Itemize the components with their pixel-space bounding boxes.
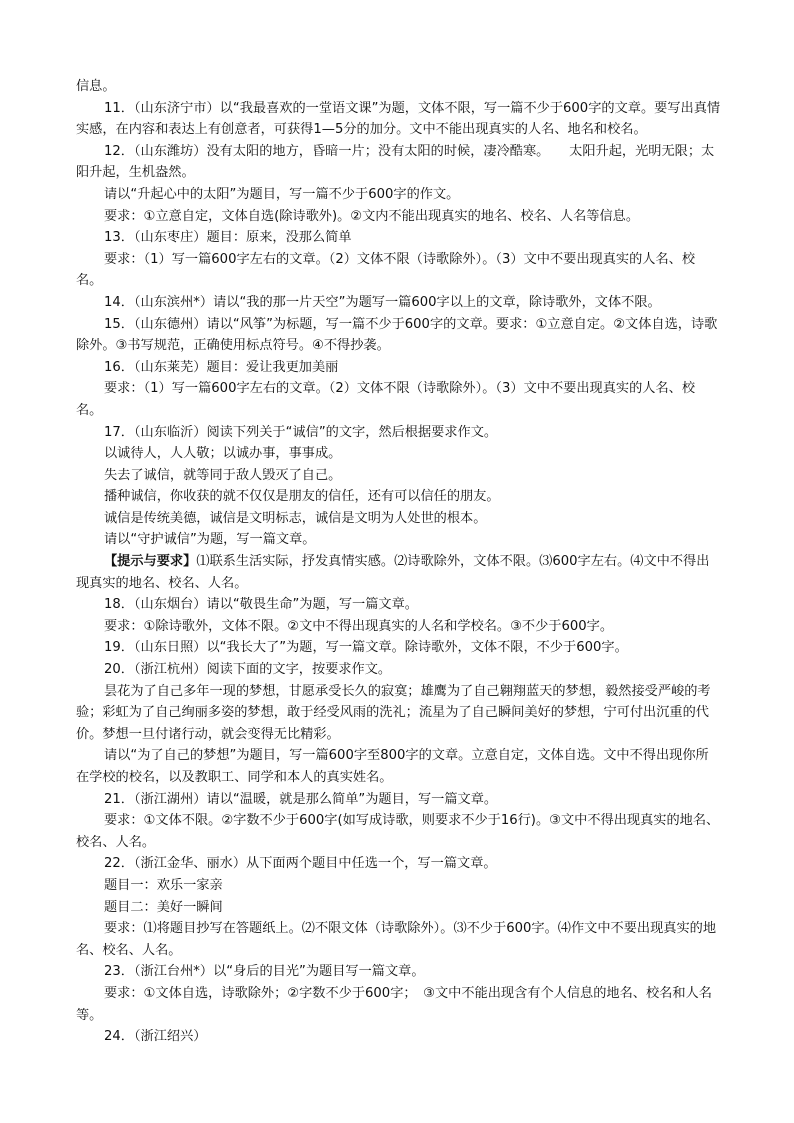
paragraph [76, 98, 721, 141]
paragraph [76, 1026, 721, 1048]
paragraph-text: 昙花为了自己多年一现的梦想，甘愿承受长久的寂寞；雄鹰为了自己翱翔蓝天的梦想，毅然接受严峻的考验；彩虹为了自己绚丽多姿的梦想，敢于经受风雨的洗礼；流星为了自己瞬间美好的梦想，宁可付出沉重的代价。梦想一旦付诸行动，就会变得无比精彩。 [76, 683, 711, 742]
paragraph [76, 357, 721, 379]
paragraph [76, 789, 721, 811]
paragraph-text: 要求：（1）写一篇600字左右的文章。（2）文体不限（诗歌除外）。（3）文中不要出现真实的人名、校名。 [76, 251, 696, 289]
paragraph [76, 681, 721, 746]
paragraph-text: 请以“守护诚信”为题，写一篇文章。 [104, 532, 316, 548]
paragraph-text: 13．（山东枣庄）题目：原来，没那么简单 [104, 230, 352, 246]
paragraph [76, 465, 721, 487]
paragraph-text: 要求：⑴将题目抄写在答题纸上。⑵不限文体（诗歌除外）。⑶不少于600字。⑷作文中不要出现真实的地名、校名、人名。 [76, 921, 717, 958]
paragraph-text: 17．（山东临沂）阅读下列关于“诚信”的文字，然后根据要求作文。 [104, 424, 498, 440]
paragraph [76, 918, 721, 961]
paragraph [76, 853, 721, 875]
paragraph-text: 信息。 [76, 79, 116, 94]
paragraph-text: 16．（山东莱芜）题目：爱让我更加美丽 [104, 359, 339, 375]
paragraph [76, 378, 721, 421]
paragraph [76, 983, 721, 1026]
paragraph [76, 745, 721, 788]
paragraph-text: ⑴联系生活实际，抒发真情实感。⑵诗歌除外，文体不限。⑶600字左右。⑷文中不得出现真实的地名、校名、人名。 [76, 554, 710, 591]
paragraph-text: 11．（山东济宁市）以“我最喜欢的一堂语文课”为题，文体不限，写一篇不少于600字的文章。要写出真情实感，在内容和表达上有创意者，可获得1—5分的加分。文中不能出现真实的人名、地名和校名。 [76, 100, 721, 138]
paragraph [76, 227, 721, 249]
paragraph-text: 以诚待人，人人敬；以诚办事，事事成。 [104, 446, 342, 462]
paragraph [76, 314, 721, 357]
paragraph-text: 题目一：欢乐一家亲 [104, 877, 223, 893]
paragraph [76, 551, 721, 594]
paragraph [76, 141, 721, 184]
paragraph [76, 616, 721, 638]
paragraph-text: 20．（浙江杭州）阅读下面的文字，按要求作文。 [104, 662, 392, 678]
document-body [76, 76, 721, 1048]
paragraph-text: 请以“为了自己的梦想”为题目，写一篇600字至800字的文章。立意自定，文体自选。文中不得出现你所在学校的校名，以及教职工、同学和本人的真实姓名。 [76, 748, 709, 785]
paragraph-text: 要求：①除诗歌外，文体不限。②文中不得出现真实的人名和学校名。③不少于600字。 [104, 618, 614, 634]
paragraph [76, 443, 721, 465]
paragraph-text: 要求：①文体自选，诗歌除外；②字数不少于600字； ③文中不能出现含有个人信息的地名、校名和人名等。 [76, 985, 712, 1023]
paragraph-text: 要求：（1）写一篇600字左右的文章。（2）文体不限（诗歌除外）。（3）文中不要出现真实的人名、校名。 [76, 381, 696, 418]
paragraph [76, 249, 721, 292]
paragraph [76, 292, 721, 314]
paragraph-text: 24．（浙江绍兴） [104, 1029, 207, 1045]
paragraph-text: 18．（山东烟台）请以“敬畏生命”为题，写一篇文章。 [104, 597, 418, 613]
paragraph [76, 637, 721, 659]
paragraph [76, 659, 721, 681]
paragraph-text: 15．（山东德州）请以“风筝”为标题，写一篇不少于600字的文章。要求：①立意自定。②文体自选，诗歌除外。③书写规范，正确使用标点符号。④不得抄袭。 [76, 316, 718, 354]
paragraph [76, 206, 721, 228]
paragraph-text: 播种诚信，你收获的就不仅仅是朋友的信任，还有可以信任的朋友。 [104, 489, 500, 505]
paragraph-text: 23．（浙江台州*）以“身后的目光”为题目写一篇文章。 [104, 964, 425, 980]
paragraph-text: 21．（浙江湖州）请以“温暖，就是那么简单”为题目，写一篇文章。 [104, 791, 498, 807]
paragraph-text: 12．（山东潍坊）没有太阳的地方，昏暗一片；没有太阳的时候，凄冷酷寒。 太阳升起，光明无限；太阳升起，生机盎然。 [76, 143, 715, 181]
paragraph-text: 22．（浙江金华、丽水）从下面两个题目中任选一个，写一篇文章。 [104, 856, 497, 872]
paragraph-text: 题目二：美好一瞬间 [104, 899, 223, 915]
paragraph-text: 请以“升起心中的太阳”为题目，写一篇不少于600字的作文。 [104, 186, 460, 202]
paragraph [76, 76, 721, 98]
paragraph [76, 961, 721, 983]
paragraph [76, 184, 721, 206]
paragraph [76, 508, 721, 530]
paragraph [76, 529, 721, 551]
paragraph [76, 594, 721, 616]
paragraph-text: 失去了诚信，就等同于敌人毁灭了自己。 [104, 467, 342, 483]
paragraph [76, 897, 721, 919]
paragraph-text: 要求：①文体不限。②字数不少于600字(如写成诗歌，则要求不少于16行)。③文中不得出现真实的地名、校名、人名。 [76, 813, 720, 850]
paragraph [76, 875, 721, 897]
paragraph-text: 19．（山东日照）以“我长大了”为题，写一篇文章。除诗歌外，文体不限，不少于600字。 [104, 640, 628, 656]
paragraph-text: 14．（山东滨州*）请以“我的那一片天空”为题写一篇600字以上的文章，除诗歌外，文体不限。 [104, 294, 661, 310]
bold-heading: 【提示与要求】 [104, 554, 197, 570]
paragraph [76, 422, 721, 444]
paragraph-text: 诚信是传统美德，诚信是文明标志，诚信是文明为人处世的根本。 [104, 510, 487, 526]
paragraph-text: 要求：①立意自定，文体自选(除诗歌外)。②文内不能出现真实的地名、校名、人名等信息。 [104, 208, 640, 224]
paragraph [76, 486, 721, 508]
paragraph [76, 810, 721, 853]
